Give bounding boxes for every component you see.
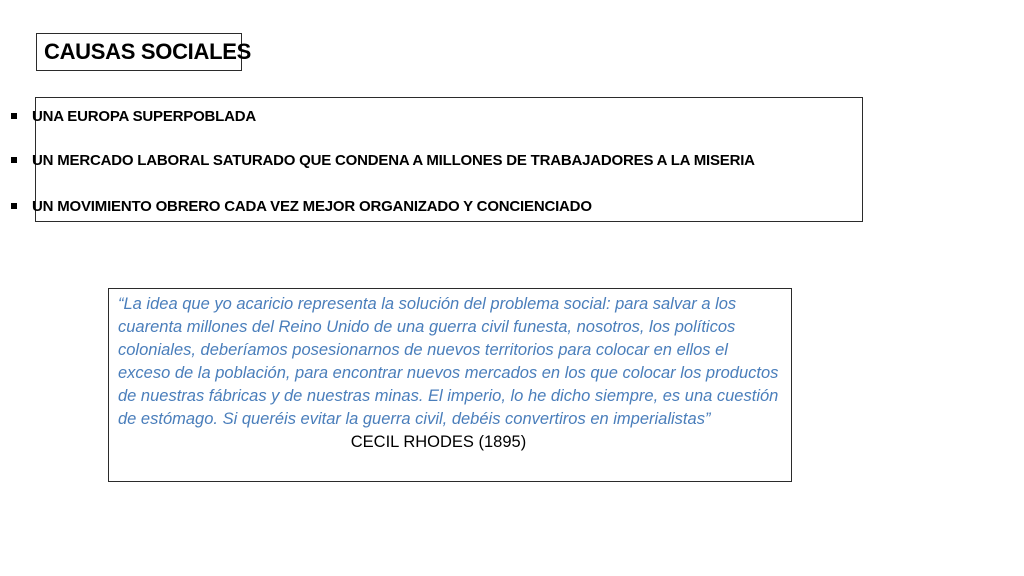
quote-box	[108, 288, 792, 482]
slide-title: CAUSAS SOCIALES	[44, 39, 251, 64]
bullet-item	[10, 150, 755, 170]
square-bullet-icon	[11, 113, 17, 119]
square-bullet-icon	[11, 203, 17, 209]
bullet-item	[10, 196, 592, 216]
bullet-text: UN MERCADO LABORAL SATURADO QUE CONDENA A MILLONES DE TRABAJADORES A LA MISERIA	[32, 151, 755, 169]
quote-author: CECIL RHODES (1895)	[350, 433, 527, 451]
bullet-text: UN MOVIMIENTO OBRERO CADA VEZ MEJOR ORGANIZADO Y CONCIENCIADO	[32, 197, 592, 215]
quote-text: “La idea que yo acaricio representa la solución del problema social: para salvar a los cuarenta millones del Reino Unido de una guerra civil funesta, nosotros, los políticos coloniales, deberíamos posesionarnos de nuevos territorios para colocar en ellos el exceso de la población, para encontrar nuevos mercados en los que colocar los productos de nuestras fábricas y de nuestras minas. El imperio, lo he dicho siempre, es una cuestión de estómago. Si queréis evitar la guerra civil, debéis convertiros en imperialistas”	[118, 295, 779, 428]
bullet-text: UNA EUROPA SUPERPOBLADA	[32, 107, 257, 125]
slide-title-box	[36, 33, 251, 71]
square-bullet-icon	[11, 157, 17, 163]
bullet-item	[10, 106, 256, 126]
